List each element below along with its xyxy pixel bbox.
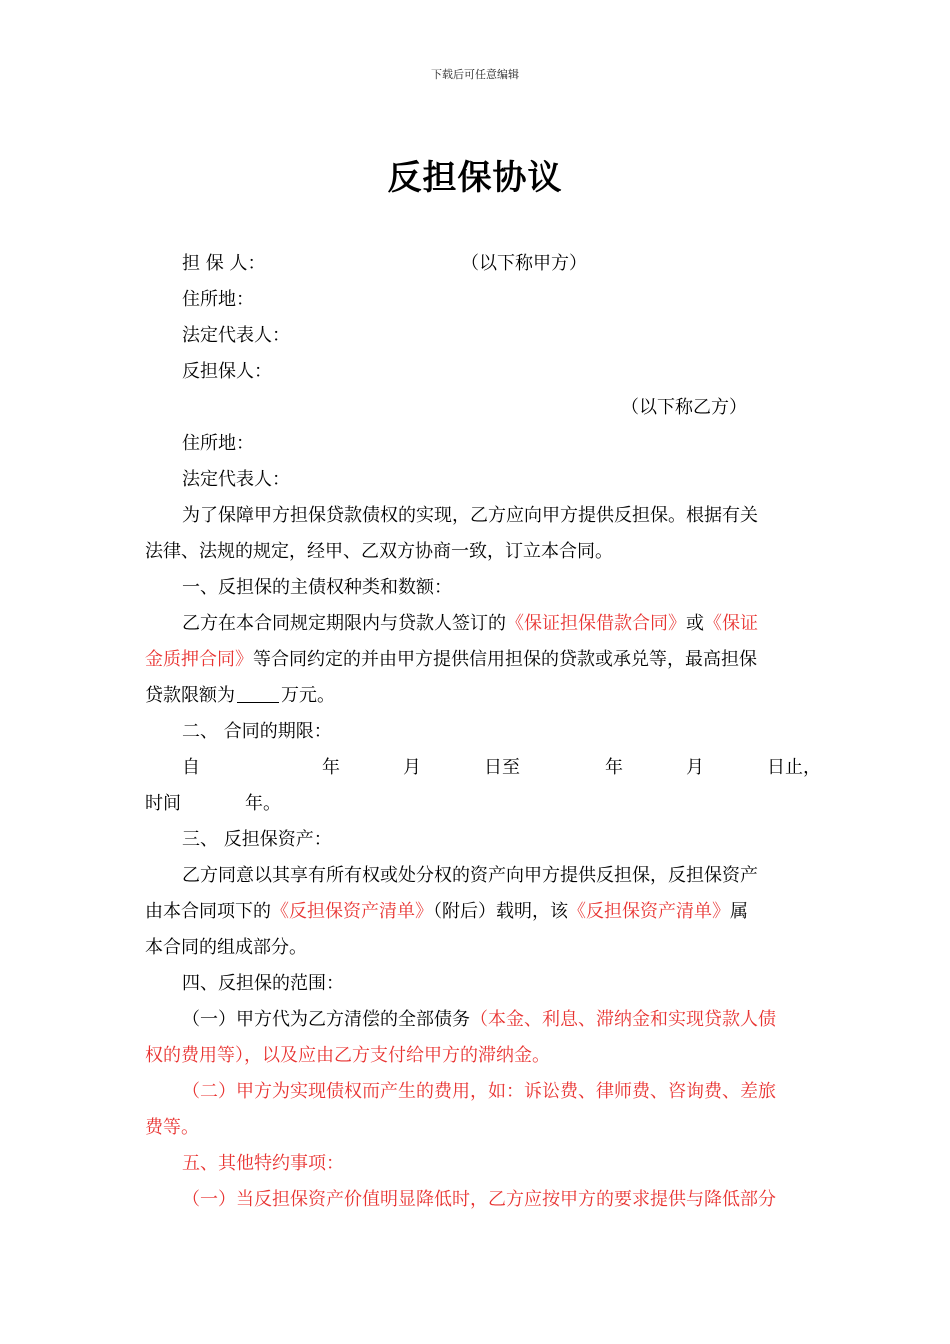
term-day-end: 日止， xyxy=(767,757,821,778)
party-a-label: 担 保 人： xyxy=(182,253,266,274)
section3-text-e: 属 xyxy=(730,901,748,922)
section1-or: 或 xyxy=(686,613,704,634)
section2-term-line xyxy=(145,750,821,786)
term-year-2: 年 xyxy=(605,757,623,778)
pledge-contract-ref-end: 金质押合同》 xyxy=(145,649,253,670)
section4-item1-line-1 xyxy=(145,1002,809,1038)
section1-line-3 xyxy=(145,678,809,714)
term-year-1: 年 xyxy=(322,757,340,778)
duration-label: 时间 xyxy=(145,793,181,814)
party-b-label: 反担保人： xyxy=(182,361,272,382)
limit-amount-blank xyxy=(237,682,279,703)
document-body xyxy=(145,246,821,1218)
section4-item2-line-2: 费等。 xyxy=(145,1117,199,1138)
section2-heading: 二、 合同的期限： xyxy=(182,721,332,742)
limit-unit: 万元。 xyxy=(281,685,335,706)
section1-text: 乙方在本合同规定期限内与贷款人签订的 xyxy=(182,613,506,634)
asset-list-ref-2: 《反担保资产清单》 xyxy=(568,901,730,922)
term-month-1: 月 xyxy=(403,757,421,778)
section1-heading: 一、反担保的主债权种类和数额： xyxy=(182,577,452,598)
section2-duration-line xyxy=(145,786,809,822)
document-title: 反担保协议 xyxy=(387,158,563,198)
intro-line-2: 法律、法规的规定，经甲、乙双方协商一致，订立本合同。 xyxy=(145,541,613,562)
party-b-address: 住所地： xyxy=(182,433,254,454)
party-b-alias-line xyxy=(145,390,809,426)
term-month-2: 月 xyxy=(686,757,704,778)
intro-line-1: 为了保障甲方担保贷款债权的实现，乙方应向甲方提供反担保。根据有关 xyxy=(182,505,758,526)
section4-item2-line-1: （二）甲方为实现债权而产生的费用，如：诉讼费、律师费、咨询费、差旅 xyxy=(182,1081,776,1102)
section4-item1-detail: （本金、利息、滞纳金和实现贷款人债 xyxy=(470,1009,776,1030)
section3-heading: 三、 反担保资产： xyxy=(182,829,332,850)
section4-item1-text: （一）甲方代为乙方清偿的全部债务 xyxy=(182,1009,470,1030)
party-b-alias: （以下称乙方） xyxy=(621,397,747,418)
party-a-line xyxy=(145,246,809,282)
section3-line-3: 本合同的组成部分。 xyxy=(145,937,307,958)
pledge-contract-ref-start: 《保证 xyxy=(704,613,758,634)
section1-line-1 xyxy=(145,606,809,642)
section5-heading: 五、其他特约事项： xyxy=(182,1153,344,1174)
section5-item1-line-1: （一）当反担保资产价值明显降低时，乙方应按甲方的要求提供与降低部分 xyxy=(182,1189,776,1210)
party-a-address: 住所地： xyxy=(182,289,254,310)
section3-line-2 xyxy=(145,894,809,930)
party-b-representative: 法定代表人： xyxy=(182,469,290,490)
section3-text-a: 由本合同项下的 xyxy=(145,901,271,922)
header-note: 下载后可任意编辑 xyxy=(431,68,519,81)
party-a-alias: （以下称甲方） xyxy=(461,253,587,274)
limit-label: 贷款限额为 xyxy=(145,685,235,706)
section3-text-c: （附后）载明，该 xyxy=(433,901,568,922)
party-a-representative: 法定代表人： xyxy=(182,325,290,346)
section1-line-2 xyxy=(145,642,809,678)
section1-text-2: 等合同约定的并由甲方提供信用担保的贷款或承兑等，最高担保 xyxy=(253,649,757,670)
term-from: 自 xyxy=(182,757,200,778)
asset-list-ref-1: 《反担保资产清单》 xyxy=(271,901,433,922)
duration-year: 年。 xyxy=(245,793,281,814)
loan-contract-ref: 《保证担保借款合同》 xyxy=(506,613,686,634)
section4-heading: 四、反担保的范围： xyxy=(182,973,344,994)
section3-line-1: 乙方同意以其享有所有权或处分权的资产向甲方提供反担保，反担保资产 xyxy=(182,865,758,886)
section4-item1-line-2: 权的费用等），以及应由乙方支付给甲方的滞纳金。 xyxy=(145,1045,550,1066)
term-day-to: 日至 xyxy=(484,757,520,778)
